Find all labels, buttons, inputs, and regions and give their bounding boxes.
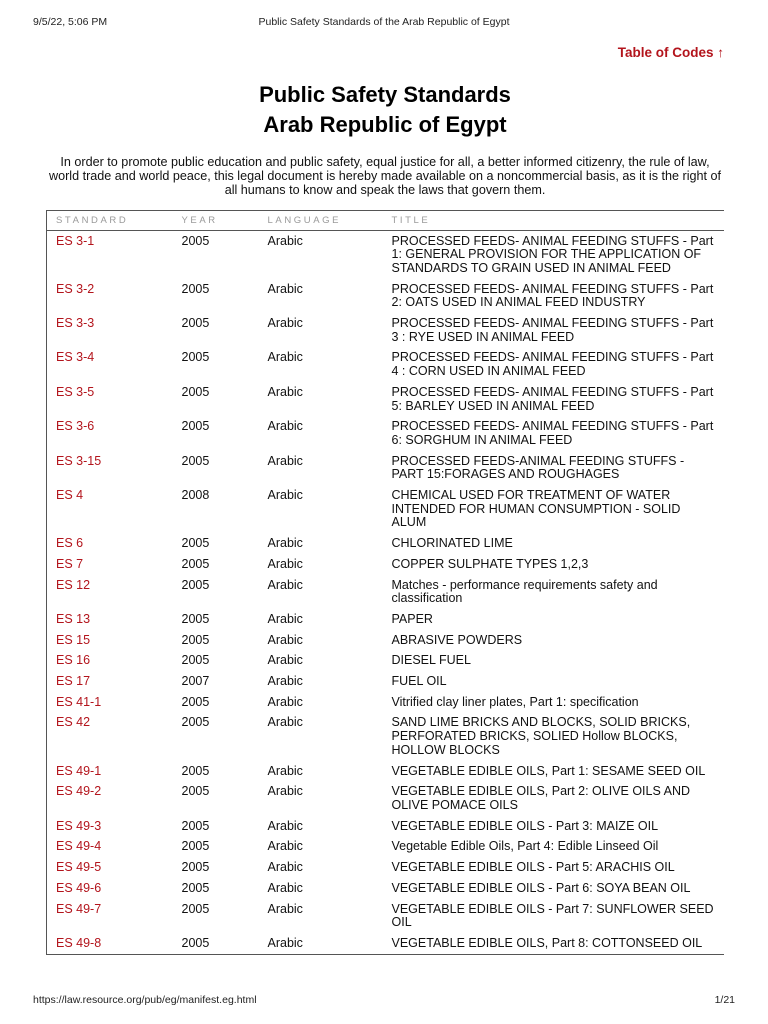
cell-language: Arabic <box>267 935 303 950</box>
cell-language: Arabic <box>267 653 303 668</box>
cell-standard <box>47 761 173 782</box>
cell-title: PAPER <box>391 611 433 626</box>
standard-link[interactable]: ES 49-3 <box>56 818 102 833</box>
cell-year: 2005 <box>181 453 210 468</box>
table-row <box>47 609 725 630</box>
cell-standard <box>47 279 173 313</box>
cell-language: Arabic <box>267 715 303 730</box>
cell-language: Arabic <box>267 880 303 895</box>
standards-table-container <box>46 210 724 985</box>
cell-standard <box>47 417 173 451</box>
cell-title: VEGETABLE EDIBLE OILS, Part 1: SESAME SEED OIL <box>391 763 706 778</box>
cell-year: 2005 <box>181 880 210 895</box>
cell-title: PROCESSED FEEDS- ANIMAL FEEDING STUFFS - Part 3 : RYE USED IN ANIMAL FEED <box>391 316 714 344</box>
column-header-language: LANGUAGE <box>259 211 383 231</box>
table-row <box>47 554 725 575</box>
cell-language: Arabic <box>267 860 303 875</box>
standards-table <box>46 210 724 955</box>
cell-year: 2007 <box>181 674 210 689</box>
cell-year: 2008 <box>181 488 210 503</box>
cell-language: Arabic <box>267 419 303 434</box>
cell-title: ABRASIVE POWDERS <box>391 632 523 647</box>
page-title-line-2: Arab Republic of Egypt <box>263 112 507 137</box>
standard-link[interactable]: ES 12 <box>56 577 91 592</box>
standard-link[interactable]: ES 49-5 <box>56 860 102 875</box>
cell-year: 2005 <box>181 611 210 626</box>
cell-standard <box>47 672 173 693</box>
table-of-codes-link[interactable]: Table of Codes ↑ <box>617 45 724 60</box>
cell-title: PROCESSED FEEDS- ANIMAL FEEDING STUFFS - Part 5: BARLEY USED IN ANIMAL FEED <box>391 384 714 413</box>
table-row <box>47 630 725 651</box>
standard-link[interactable]: ES 3-3 <box>56 316 95 331</box>
cell-title: PROCESSED FEEDS-ANIMAL FEEDING STUFFS - PART 15:FORAGES AND ROUGHAGES <box>391 453 685 482</box>
cell-standard <box>47 899 173 933</box>
cell-standard <box>47 782 173 816</box>
cell-year: 2005 <box>181 419 210 434</box>
cell-standard <box>47 609 173 630</box>
standard-link[interactable]: ES 49-1 <box>56 763 102 778</box>
cell-standard <box>47 933 173 954</box>
cell-title: PROCESSED FEEDS- ANIMAL FEEDING STUFFS - Part 2: OATS USED IN ANIMAL FEED INDUSTRY <box>391 281 714 310</box>
table-row <box>47 837 725 858</box>
cell-language: Arabic <box>267 632 303 647</box>
cell-standard <box>47 451 173 485</box>
cell-title: PROCESSED FEEDS- ANIMAL FEEDING STUFFS - Part 6: SORGHUM IN ANIMAL FEED <box>391 419 714 447</box>
table-header-row <box>47 211 725 231</box>
cell-language: Arabic <box>267 611 303 626</box>
cell-standard <box>47 816 173 837</box>
cell-year: 2005 <box>181 694 210 709</box>
cell-language: Arabic <box>267 536 303 551</box>
cell-language: Arabic <box>267 674 303 689</box>
cell-language: Arabic <box>267 281 303 296</box>
cell-standard <box>47 878 173 899</box>
table-row <box>47 451 725 485</box>
cell-year: 2005 <box>181 784 210 799</box>
standard-link[interactable]: ES 41-1 <box>56 694 102 709</box>
cell-title: VEGETABLE EDIBLE OILS, Part 8: COTTONSEED OIL <box>391 935 703 950</box>
intro-paragraph: In order to promote public education and public safety, equal justice for all, a better informed citizenry, the rule of law, world trade and world peace, this legal document is hereby made available on a noncommercial basis, as it is the right of all humans to know and speak the laws that govern them. <box>48 155 722 197</box>
cell-title: VEGETABLE EDIBLE OILS - Part 5: ARACHIS OIL <box>391 860 675 875</box>
cell-standard <box>47 348 173 382</box>
cell-year: 2005 <box>181 281 210 296</box>
cell-language: Arabic <box>267 694 303 709</box>
cell-standard <box>47 651 173 672</box>
table-row <box>47 534 725 555</box>
cell-year: 2005 <box>181 935 210 950</box>
standard-link[interactable]: ES 15 <box>56 632 91 647</box>
table-row <box>47 782 725 816</box>
cell-language: Arabic <box>267 233 303 248</box>
cell-title: DIESEL FUEL <box>391 653 471 668</box>
table-row <box>47 651 725 672</box>
cell-title: PROCESSED FEEDS- ANIMAL FEEDING STUFFS - Part 4 : CORN USED IN ANIMAL FEED <box>391 350 714 379</box>
cell-standard <box>47 486 173 534</box>
cell-language: Arabic <box>267 901 303 916</box>
cell-standard <box>47 858 173 879</box>
cell-standard <box>47 575 173 609</box>
standard-link[interactable]: ES 6 <box>56 536 84 551</box>
cell-standard <box>47 837 173 858</box>
cell-year: 2005 <box>181 577 210 592</box>
cell-title: VEGETABLE EDIBLE OILS, Part 2: OLIVE OILS AND OLIVE POMACE OILS <box>391 784 690 812</box>
table-row <box>47 761 725 782</box>
cell-title: FUEL OIL <box>391 674 447 689</box>
table-body <box>47 231 725 955</box>
cell-language: Arabic <box>267 784 303 799</box>
cell-title: PROCESSED FEEDS- ANIMAL FEEDING STUFFS - Part 1: GENERAL PROVISION FOR THE APPLICATION OF STANDARDS TO GRAIN USED IN ANIMAL FEED <box>391 233 714 275</box>
cell-language: Arabic <box>267 577 303 592</box>
cell-year: 2005 <box>181 350 210 365</box>
table-row <box>47 899 725 933</box>
standard-link[interactable]: ES 13 <box>56 611 91 626</box>
print-page-number: 1/21 <box>714 994 735 1006</box>
column-header-title: TITLE <box>383 211 725 231</box>
cell-title: VEGETABLE EDIBLE OILS - Part 3: MAIZE OIL <box>391 818 659 833</box>
standard-link[interactable]: ES 16 <box>56 653 91 668</box>
table-row <box>47 279 725 313</box>
cell-year: 2005 <box>181 653 210 668</box>
standard-link[interactable]: ES 3-15 <box>56 453 102 468</box>
cell-year: 2005 <box>181 901 210 916</box>
standard-link[interactable]: ES 17 <box>56 674 91 689</box>
table-row <box>47 575 725 609</box>
cell-language: Arabic <box>267 350 303 365</box>
standard-link[interactable]: ES 49-6 <box>56 880 102 895</box>
cell-year: 2005 <box>181 818 210 833</box>
cell-year: 2005 <box>181 556 210 571</box>
cell-year: 2005 <box>181 384 210 399</box>
cell-standard <box>47 554 173 575</box>
print-datetime: 9/5/22, 5:06 PM <box>33 16 108 28</box>
table-row <box>47 231 725 280</box>
cell-year: 2005 <box>181 632 210 647</box>
print-footer-url: https://law.resource.org/pub/eg/manifest.eg.html <box>33 994 257 1006</box>
cell-standard <box>47 713 173 761</box>
table-row <box>47 486 725 534</box>
table-row <box>47 672 725 693</box>
cell-title: CHLORINATED LIME <box>391 536 513 551</box>
standard-link[interactable]: ES 49-7 <box>56 901 102 916</box>
table-row <box>47 878 725 899</box>
cell-standard <box>47 534 173 555</box>
cell-language: Arabic <box>267 488 303 503</box>
standard-link[interactable]: ES 3-4 <box>56 350 95 365</box>
cell-title: CHEMICAL USED FOR TREATMENT OF WATER INTENDED FOR HUMAN CONSUMPTION - SOLID ALUM <box>391 488 681 530</box>
cell-language: Arabic <box>267 763 303 778</box>
standard-link[interactable]: ES 49-4 <box>56 839 102 854</box>
table-row <box>47 314 725 348</box>
cell-standard <box>47 314 173 348</box>
standard-link[interactable]: ES 42 <box>56 715 91 730</box>
cell-year: 2005 <box>181 233 210 248</box>
cell-language: Arabic <box>267 384 303 399</box>
cell-standard <box>47 382 173 416</box>
cell-title: VEGETABLE EDIBLE OILS - Part 6: SOYA BEAN OIL <box>391 880 691 895</box>
cell-standard <box>47 692 173 713</box>
table-row <box>47 858 725 879</box>
cell-title: Matches - performance requirements safety and classification <box>391 577 658 606</box>
column-header-standard: STANDARD <box>47 211 173 231</box>
cell-year: 2005 <box>181 316 210 331</box>
cell-language: Arabic <box>267 556 303 571</box>
page-title-line-1: Public Safety Standards <box>259 82 511 107</box>
table-row <box>47 713 725 761</box>
cell-year: 2005 <box>181 860 210 875</box>
cell-year: 2005 <box>181 839 210 854</box>
cell-title: Vegetable Edible Oils, Part 4: Edible Linseed Oil <box>391 839 659 854</box>
standard-link[interactable]: ES 3-1 <box>56 233 95 248</box>
cell-language: Arabic <box>267 818 303 833</box>
page-title <box>46 80 724 140</box>
table-row <box>47 382 725 416</box>
table-row <box>47 692 725 713</box>
standard-link[interactable]: ES 7 <box>56 556 84 571</box>
standard-link[interactable]: ES 3-5 <box>56 384 95 399</box>
cell-language: Arabic <box>267 839 303 854</box>
cell-title: Vitrified clay liner plates, Part 1: specification <box>391 694 639 709</box>
table-row <box>47 816 725 837</box>
cell-language: Arabic <box>267 453 303 468</box>
table-row <box>47 417 725 451</box>
standard-link[interactable]: ES 3-2 <box>56 281 95 296</box>
cell-standard <box>47 630 173 651</box>
table-row <box>47 933 725 954</box>
table-header <box>47 211 725 231</box>
standard-link[interactable]: ES 49-8 <box>56 935 102 950</box>
print-doc-title: Public Safety Standards of the Arab Republic of Egypt <box>258 16 510 28</box>
cell-title: SAND LIME BRICKS AND BLOCKS, SOLID BRICKS, PERFORATED BRICKS, SOLIED Hollow BLOCKS, HOLLOW BLOCKS <box>391 715 691 757</box>
cell-standard <box>47 231 173 280</box>
standard-link[interactable]: ES 4 <box>56 488 84 503</box>
table-row <box>47 348 725 382</box>
standard-link[interactable]: ES 49-2 <box>56 784 102 799</box>
cell-title: COPPER SULPHATE TYPES 1,2,3 <box>391 556 589 571</box>
cell-language: Arabic <box>267 316 303 331</box>
cell-year: 2005 <box>181 715 210 730</box>
cell-title: VEGETABLE EDIBLE OILS - Part 7: SUNFLOWER SEED OIL <box>391 901 714 930</box>
cell-year: 2005 <box>181 763 210 778</box>
cell-year: 2005 <box>181 536 210 551</box>
standard-link[interactable]: ES 3-6 <box>56 419 95 434</box>
column-header-year: YEAR <box>173 211 259 231</box>
